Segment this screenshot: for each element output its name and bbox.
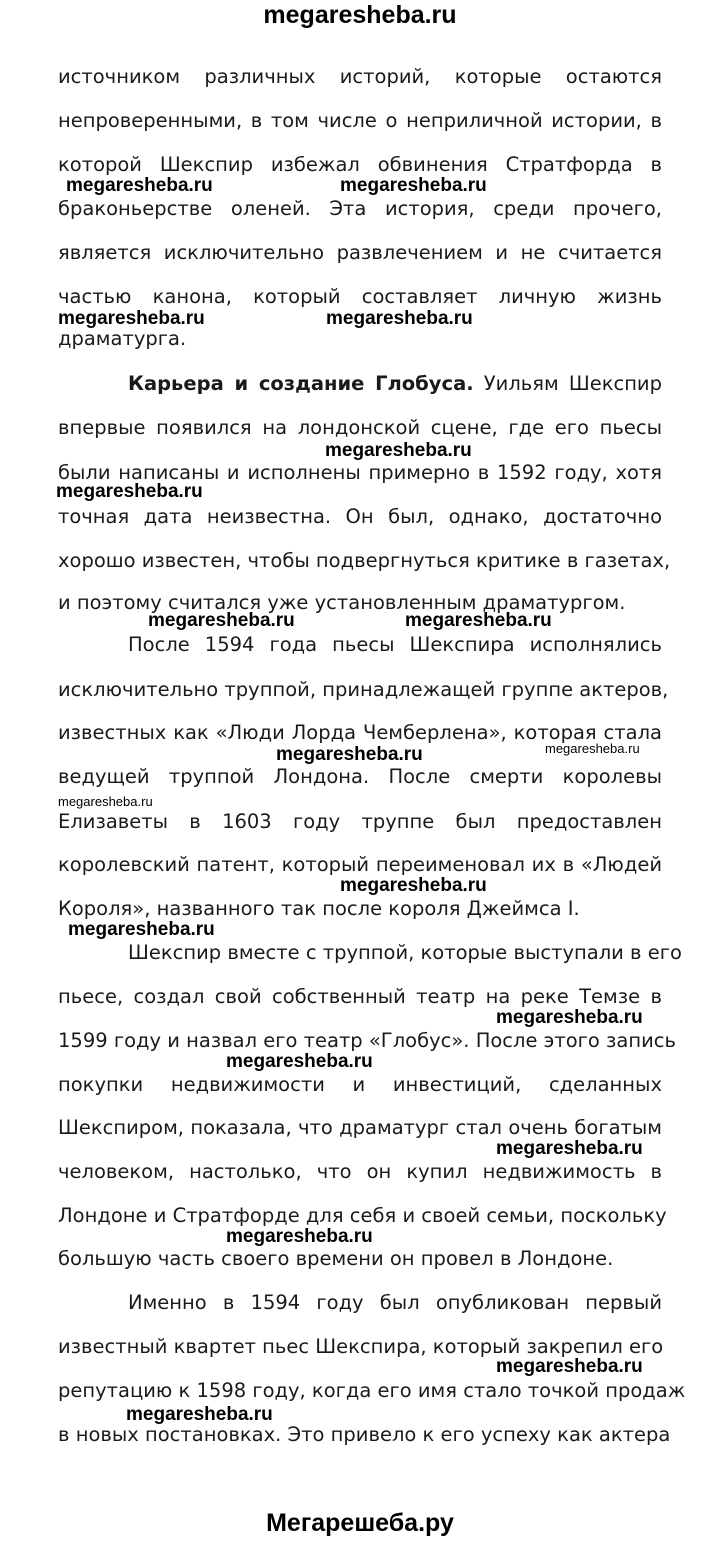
watermark: megaresheba.ru bbox=[148, 610, 295, 631]
text-line: 1599 году и назвал его театр «Глобус». После этого запись bbox=[58, 1029, 677, 1052]
text-line: пьесе, создал свой собственный театр на реке Темзе в bbox=[58, 985, 662, 1008]
watermark: megaresheba.ru bbox=[325, 440, 472, 461]
watermark: megaresheba.ru bbox=[58, 308, 205, 329]
text-line: ведущей труппой Лондона. После смерти королевы bbox=[58, 765, 662, 788]
text-line: Елизаветы в 1603 году труппе был предоставлен bbox=[58, 810, 662, 833]
section-heading: Карьера и создание Глобуса. bbox=[128, 372, 474, 395]
watermark: megaresheba.ru bbox=[496, 1007, 643, 1028]
text-line: точная дата неизвестна. Он был, однако, достаточно bbox=[58, 505, 662, 528]
site-footer: Мегарешеба.ру bbox=[266, 1509, 454, 1537]
watermark: megaresheba.ru bbox=[66, 175, 213, 196]
watermark: megaresheba.ru bbox=[68, 919, 215, 940]
text-line: Шекспир вместе с труппой, которые выступали в его bbox=[128, 941, 682, 964]
watermark: megaresheba.ru bbox=[326, 308, 473, 329]
watermark: megaresheba.ru bbox=[405, 610, 552, 631]
text-line: королевский патент, который переименовал их в «Людей bbox=[58, 853, 662, 876]
text-line: человеком, настолько, что он купил недвижимость в bbox=[58, 1160, 662, 1183]
text-line: были написаны и исполнены примерно в 1592 году, хотя bbox=[58, 461, 662, 484]
text-line: драматурга. bbox=[58, 327, 187, 350]
text-span: Уильям Шекспир bbox=[483, 372, 662, 395]
text-line: известный квартет пьес Шекспира, который закрепил его bbox=[58, 1335, 664, 1358]
text-line: впервые появился на лондонской сцене, где его пьесы bbox=[58, 416, 662, 439]
text-line: известных как «Люди Лорда Чемберлена», которая стала bbox=[58, 721, 662, 744]
watermark: megaresheba.ru bbox=[496, 1138, 643, 1159]
watermark: megaresheba.ru bbox=[276, 744, 423, 765]
text-line: репутацию к 1598 году, когда его имя стало точкой продаж bbox=[58, 1379, 686, 1402]
text-line: Именно в 1594 году был опубликован первый bbox=[128, 1291, 662, 1314]
text-line: источником различных историй, которые остаются bbox=[58, 65, 662, 88]
text-line: которой Шекспир избежал обвинения Стратфорда в bbox=[58, 153, 662, 176]
section-heading-line bbox=[128, 371, 662, 397]
watermark: megaresheba.ru bbox=[496, 1356, 643, 1377]
text-line: Короля», названного так после короля Джеймса I. bbox=[58, 897, 580, 920]
text-line: хорошо известен, чтобы подвергнуться критике в газетах, bbox=[58, 549, 671, 572]
text-line: и поэтому считался уже установленным драматургом. bbox=[58, 591, 626, 614]
text-line: большую часть своего времени он провел в Лондоне. bbox=[58, 1247, 614, 1270]
watermark: megaresheba.ru bbox=[56, 481, 203, 502]
text-line: Лондоне и Стратфорде для себя и своей семьи, поскольку bbox=[58, 1204, 667, 1227]
text-line: покупки недвижимости и инвестиций, сделанных bbox=[58, 1073, 662, 1096]
watermark: megaresheba.ru bbox=[545, 741, 640, 756]
text-line: Шекспиром, показала, что драматург стал очень богатым bbox=[58, 1116, 662, 1139]
watermark: megaresheba.ru bbox=[126, 1404, 273, 1425]
watermark: megaresheba.ru bbox=[226, 1226, 373, 1247]
text-line: является исключительно развлечением и не считается bbox=[58, 241, 662, 264]
watermark: megaresheba.ru bbox=[58, 794, 153, 809]
text-line: После 1594 года пьесы Шекспира исполнялись bbox=[128, 633, 662, 656]
site-header: megaresheba.ru bbox=[263, 1, 457, 29]
text-line: исключительно труппой, принадлежащей группе актеров, bbox=[58, 678, 669, 701]
text-line: частью канона, который составляет личную жизнь bbox=[58, 285, 662, 308]
text-line: в новых постановках. Это привело к его успеху как актера bbox=[58, 1423, 671, 1446]
watermark: megaresheba.ru bbox=[340, 875, 487, 896]
text-line: браконьерстве оленей. Эта история, среди прочего, bbox=[58, 197, 662, 220]
text-line: непроверенными, в том числе о неприличной истории, в bbox=[58, 109, 662, 132]
watermark: megaresheba.ru bbox=[340, 175, 487, 196]
watermark: megaresheba.ru bbox=[226, 1051, 373, 1072]
